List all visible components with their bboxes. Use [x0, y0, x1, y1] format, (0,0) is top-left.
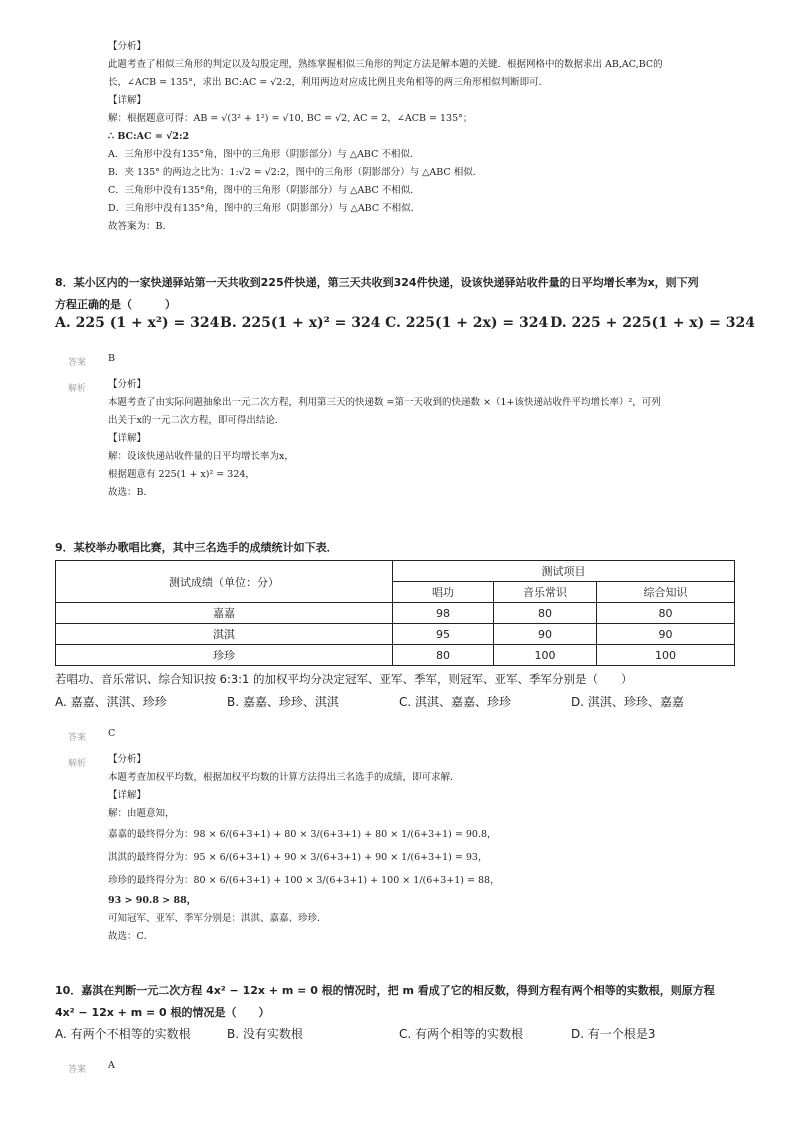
q9-option-c[interactable]: C. 淇淇、嘉嘉、珍珍	[399, 695, 512, 709]
q9-option-a[interactable]: A. 嘉嘉、淇淇、珍珍	[55, 695, 167, 709]
q7-analysis	[108, 38, 748, 236]
q7-line: 【详解】	[108, 95, 147, 106]
q9-line: 本题考查加权平均数，根据加权平均数的计算方法得出三名选手的成绩，即可求解．	[108, 772, 460, 783]
q9-line: 淇淇的最终得分为：95 × 6/(6+3+1) + 90 × 3/(6+3+1) + 90 × 1/(6+3+1) = 93，	[108, 852, 488, 863]
q7-line: 【分析】	[108, 41, 147, 52]
q8-option-b[interactable]: B. 225(1 + x)² = 324	[220, 315, 381, 331]
cell: 80	[393, 645, 494, 666]
q9-answer-label: 答案	[68, 733, 87, 743]
q9-line: 93 > 90.8 > 88，	[108, 895, 197, 906]
q9-line: 可知冠军、亚军、季军分别是：淇淇、嘉嘉、珍珍．	[108, 913, 327, 924]
q9-line: 嘉嘉的最终得分为：98 × 6/(6+3+1) + 80 × 3/(6+3+1) + 80 × 1/(6+3+1) = 90.8，	[108, 829, 497, 840]
q7-line: A．三角形中没有135°角，图中的三角形（阴影部分）与 △ABC 不相似．	[108, 149, 420, 160]
q7-line: B．夹 135° 的两边之比为：1:√2 = √2:2，图中的三角形（阴影部分）与 △ABC 相似．	[108, 167, 483, 178]
q9-options	[55, 693, 755, 710]
q7-line: D．三角形中没有135°角，图中的三角形（阴影部分）与 △ABC 不相似．	[108, 203, 421, 214]
q8-line: 故选：B．	[108, 487, 153, 498]
q9-line: 解：由题意知，	[108, 808, 175, 819]
q8-line: 出关于x的一元二次方程，即可得出结论．	[108, 415, 285, 426]
q7-line: 长，∠ACB = 135°，求出 BC:AC = √2:2，利用两边对应成比例且夹角相等的两三角形相似判断即可．	[108, 77, 549, 88]
cell: 90	[597, 624, 735, 645]
q10-option-a[interactable]: A. 有两个不相等的实数根	[55, 1027, 191, 1041]
q9-line: 【分析】	[108, 754, 147, 765]
q9-analysis	[108, 751, 748, 946]
q10-stem: 10．嘉淇在判断一元二次方程 4x² − 12x + m = 0 根的情况时，把 m 看成了它的相反数，得到方程有两个相等的实数根，则原方程 4x² − 12x + m = 0 根的情况是（ ）	[55, 984, 715, 1019]
q7-line: 故答案为：B．	[108, 221, 172, 232]
q8-line: 根据题意有 225(1 + x)² = 324，	[108, 469, 255, 480]
q9-line: 【详解】	[108, 790, 147, 801]
q10-options	[55, 1025, 755, 1042]
q8-stem: 8．某小区内的一家快递驿站第一天共收到225件快递，第三天共收到324件快递，设该快递驿站收件量的日平均增长率为x，则下列 方程正确的是（ ）	[55, 276, 699, 311]
q8-analysis	[108, 376, 748, 502]
q10-option-b[interactable]: B. 没有实数根	[227, 1027, 303, 1041]
q8-answer-label: 答案	[68, 358, 87, 368]
cell: 100	[597, 645, 735, 666]
row-name: 珍珍	[56, 645, 393, 666]
q9-option-b[interactable]: B. 嘉嘉、珍珍、淇淇	[227, 695, 339, 709]
table-corner-header: 测试成绩（单位：分）	[56, 561, 393, 603]
q7-line: 解：根据题意可得：AB = √(3² + 1²) = √10, BC = √2, AC = 2，∠ACB = 135°；	[108, 113, 473, 124]
cell: 80	[597, 603, 735, 624]
q8-line: 本题考查了由实际问题抽象出一元二次方程，利用第三天的快递数 =第一天收到的快递数 ×（1+该快递站收件平均增长率）²，可列	[108, 397, 661, 408]
cell: 95	[393, 624, 494, 645]
q8-line: 【详解】	[108, 433, 147, 444]
q10-option-c[interactable]: C. 有两个相等的实数根	[399, 1027, 524, 1041]
q9-analysis-label: 解析	[68, 759, 87, 769]
q7-line: ∴ BC:AC = √2:2	[108, 131, 190, 142]
q9-option-d[interactable]: D. 淇淇、珍珍、嘉嘉	[571, 695, 684, 709]
q9-question: 若唱功、音乐常识、综合知识按 6:3:1 的加权平均分决定冠军、亚军、季军，则冠军、亚军、季军分别是（ ）	[55, 672, 633, 686]
cell: 90	[494, 624, 597, 645]
col-header: 综合知识	[597, 582, 735, 603]
q8-line: 【分析】	[108, 379, 147, 390]
q10-answer: A	[108, 1060, 115, 1071]
q8-answer: B	[108, 353, 115, 364]
row-name: 淇淇	[56, 624, 393, 645]
q9-answer: C	[108, 728, 116, 739]
q10-option-d[interactable]: D. 有一个根是3	[571, 1027, 656, 1041]
table-group-header: 测试项目	[393, 561, 735, 582]
q10-answer-label: 答案	[68, 1065, 87, 1075]
row-name: 嘉嘉	[56, 603, 393, 624]
q8-option-c[interactable]: C. 225(1 + 2x) = 324	[385, 315, 549, 331]
q7-line: 此题考查了相似三角形的判定以及勾股定理，熟练掌握相似三角形的判定方法是解本题的关键．根据网格中的数据求出 AB,AC,BC的	[108, 59, 663, 70]
q7-line: C．三角形中没有135°角，图中的三角形（阴影部分）与 △ABC 不相似．	[108, 185, 420, 196]
col-header: 音乐常识	[494, 582, 597, 603]
cell: 100	[494, 645, 597, 666]
score-table	[55, 560, 735, 666]
q8-option-d[interactable]: D. 225 + 225(1 + x) = 324	[550, 315, 755, 331]
q9-stem: 9．某校举办歌唱比赛，其中三名选手的成绩统计如下表．	[55, 541, 338, 554]
col-header: 唱功	[393, 582, 494, 603]
table-row	[56, 624, 735, 645]
q8-analysis-label: 解析	[68, 384, 87, 394]
q9-line: 珍珍的最终得分为：80 × 6/(6+3+1) + 100 × 3/(6+3+1) + 100 × 1/(6+3+1) = 88，	[108, 875, 500, 886]
q8-options	[55, 315, 755, 331]
table-row	[56, 603, 735, 624]
table-row	[56, 645, 735, 666]
q9-line: 故选：C．	[108, 931, 154, 942]
q8-option-a[interactable]: A. 225 (1 + x²) = 324	[55, 315, 220, 331]
q8-line: 解：设该快递站收件量的日平均增长率为x，	[108, 451, 294, 462]
cell: 98	[393, 603, 494, 624]
cell: 80	[494, 603, 597, 624]
